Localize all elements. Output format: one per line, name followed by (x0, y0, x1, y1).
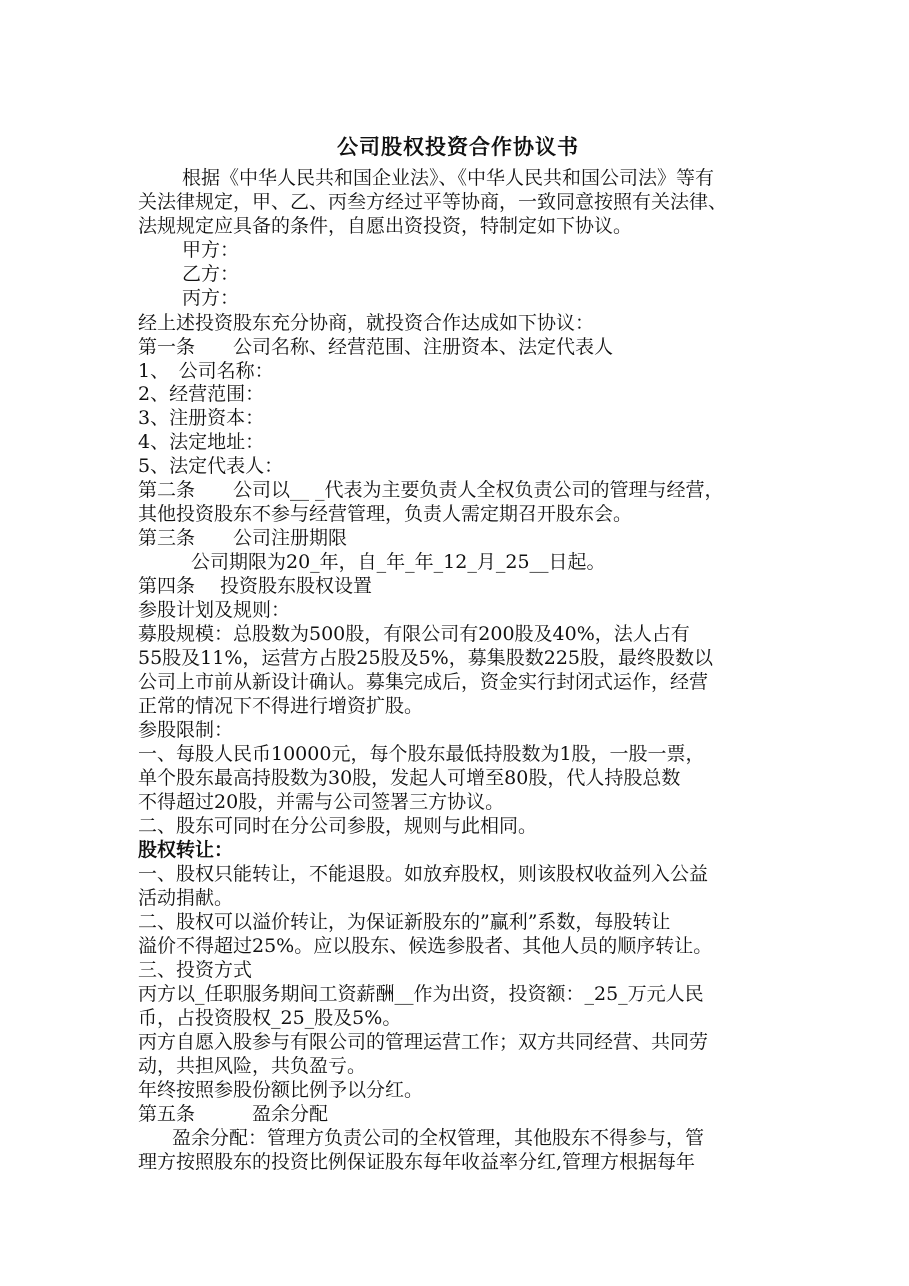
paragraph-line: 其他投资股东不参与经营管理，负责人需定期召开股东会。 (138, 503, 633, 525)
list-item: 3、注册资本： (138, 407, 265, 429)
paragraph-line: 不得超过20股，并需与公司签署三方协议。 (138, 791, 505, 813)
article-heading: 第一条 公司名称、经营范围、注册资本、法定代表人 (138, 336, 614, 358)
section-heading: 股权转让： (138, 839, 234, 861)
list-item: 5、法定代表人： (138, 455, 284, 477)
paragraph-line: 活动捐献。 (138, 887, 234, 909)
paragraph-line: 三、投资方式 (138, 959, 253, 981)
paragraph-line: 一、股权只能转让，不能退股。如放弃股权，则该股权收益列入公益 (138, 863, 709, 885)
paragraph-line: 关法律规定，甲、乙、丙叁方经过平等协商，一致同意按照有关法律、 (138, 191, 728, 213)
article-heading: 第三条 公司注册期限 (138, 527, 348, 549)
party-c-line: 丙方： (182, 287, 240, 309)
paragraph-line: 单个股东最高持股数为30股，发起人可增至80股，代人持股总数 (138, 767, 681, 789)
paragraph-line: 公司期限为20_年，自_年_年_12_月_25__日起。 (191, 551, 606, 573)
paragraph-line: 参股限制： (138, 719, 234, 741)
paragraph-line: 法规规定应具备的条件，自愿出资投资，特制定如下协议。 (138, 215, 633, 237)
paragraph-line: 经上述投资股东充分协商，就投资合作达成如下协议： (138, 312, 595, 334)
list-item: 4、法定地址： (138, 431, 265, 453)
paragraph-line: 丙方以_任职服务期间工资薪酬__作为出资，投资额：_25_万元人民 (138, 983, 704, 1005)
paragraph-line: 理方按照股东的投资比例保证股东每年收益率分红,管理方根据每年 (138, 1151, 696, 1173)
paragraph-line: 根据《中华人民共和国企业法》、《中华人民共和国公司法》等有 (182, 167, 715, 189)
paragraph-line: 二、股权可以溢价转让，为保证新股东的”赢利”系数，每股转让 (138, 911, 671, 933)
article-heading: 第二条 公司以__ _代表为主要负责人全权负责公司的管理与经营， (138, 479, 724, 501)
list-item: 1、 公司名称： (138, 360, 274, 382)
paragraph-line: 年终按照参股份额比例予以分红。 (138, 1079, 424, 1101)
paragraph-line: 动，共担风险，共负盈亏。 (138, 1055, 367, 1077)
paragraph-line: 55股及11%，运营方占股25股及5%，募集股数225股，最终股数以 (138, 647, 713, 669)
paragraph-line: 正常的情况下不得进行增资扩股。 (138, 695, 424, 717)
paragraph-line: 募股规模：总股数为500股，有限公司有200股及40%，法人占有 (138, 623, 690, 645)
paragraph-line: 二、股东可同时在分公司参股，规则与此相同。 (138, 815, 538, 837)
paragraph-line: 一、每股人民币10000元，每个股东最低持股数为1股，一股一票， (138, 743, 705, 765)
paragraph-line: 参股计划及规则： (138, 599, 291, 621)
document-title: 公司股权投资合作协议书 (337, 135, 579, 159)
party-b-line: 乙方： (182, 263, 240, 285)
party-a-line: 甲方： (182, 239, 240, 261)
list-item: 2、经营范围： (138, 383, 265, 405)
paragraph-line: 盈余分配：管理方负责公司的全权管理，其他股东不得参与，管 (172, 1127, 705, 1149)
paragraph-line: 溢价不得超过25%。应以股东、候选参股者、其他人员的顺序转让。 (138, 935, 713, 957)
article-heading: 第五条 盈余分配 (138, 1103, 329, 1125)
article-heading: 第四条 投资股东股权设置 (138, 575, 373, 597)
paragraph-line: 丙方自愿入股参与有限公司的管理运营工作；双方共同经营、共同劳 (138, 1031, 709, 1053)
paragraph-line: 公司上市前从新设计确认。募集完成后，资金实行封闭式运作，经营 (138, 671, 709, 693)
paragraph-line: 币，占投资股权_25_股及5%。 (138, 1007, 402, 1029)
